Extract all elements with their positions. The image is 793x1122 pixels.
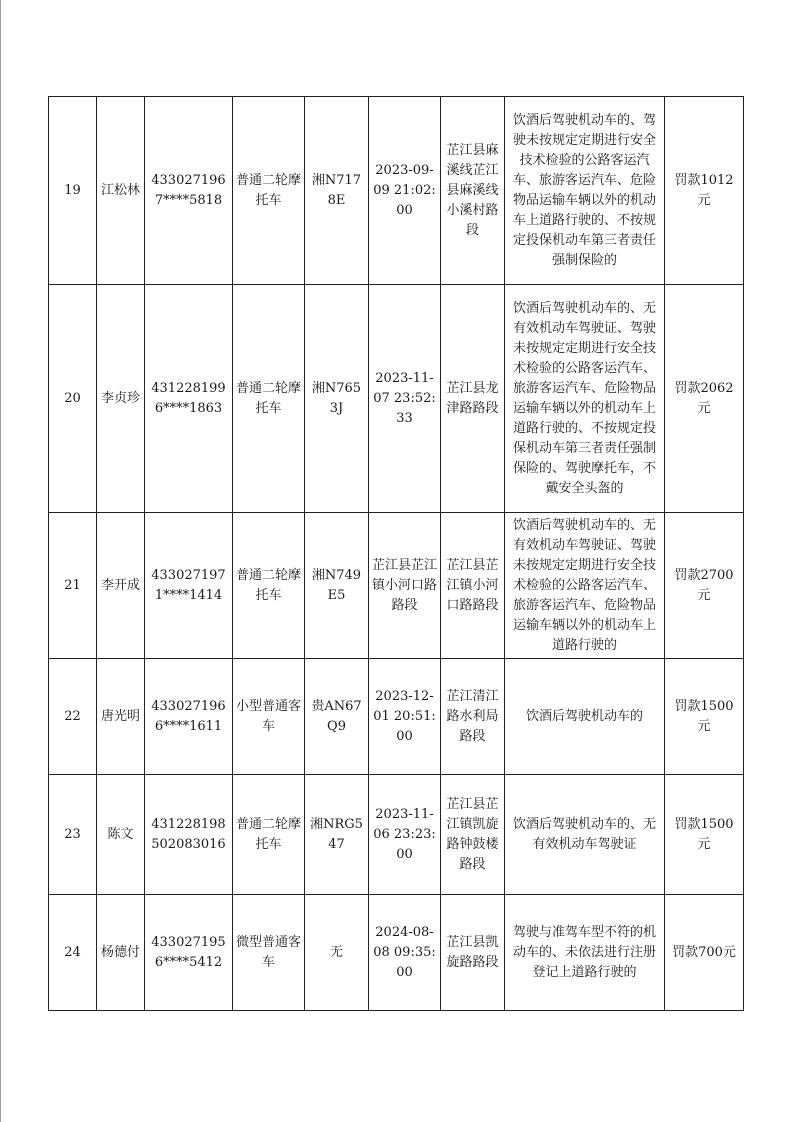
- cell-id-number: 4330271971****1414: [145, 513, 233, 659]
- cell-penalty: 罚款1500元: [665, 775, 744, 895]
- table-row: [49, 97, 744, 285]
- cell-vehicle-type: 普通二轮摩托车: [233, 97, 305, 285]
- table-row: [49, 775, 744, 895]
- cell-id-number: 4330271956****5412: [145, 895, 233, 1011]
- cell-id-number: 4330271967****5818: [145, 97, 233, 285]
- cell-no: 23: [49, 775, 97, 895]
- cell-time: 芷江县芷江镇小河口路路段: [369, 513, 441, 659]
- cell-plate: 贵AN67Q9: [305, 659, 369, 775]
- records-table: [48, 96, 744, 1011]
- cell-location: 芷江县芷江镇凯旋路钟鼓楼路段: [441, 775, 505, 895]
- table-row: [49, 659, 744, 775]
- cell-vehicle-type: 普通二轮摩托车: [233, 775, 305, 895]
- cell-time: 2024-08-08 09:35:00: [369, 895, 441, 1011]
- table-row: [49, 513, 744, 659]
- cell-vehicle-type: 小型普通客车: [233, 659, 305, 775]
- cell-offense: 饮酒后驾驶机动车的、无有效机动车驾驶证、驾驶未按规定定期进行安全技术检验的公路客运汽车、旅游客运汽车、危险物品运输车辆以外的机动车上道路行驶的、不按规定投保机动车第三者责任强制保险的、驾驶摩托车，不戴安全头盔的: [505, 285, 665, 513]
- table-row: [49, 285, 744, 513]
- cell-location: 芷江县芷江镇小河口路路段: [441, 513, 505, 659]
- cell-offense: 饮酒后驾驶机动车的、驾驶未按规定定期进行安全技术检验的公路客运汽车、旅游客运汽车、危险物品运输车辆以外的机动车上道路行驶的、不按规定投保机动车第三者责任强制保险的: [505, 97, 665, 285]
- table-row: [49, 895, 744, 1011]
- page-edge: [0, 0, 1, 1122]
- cell-penalty: 罚款2700元: [665, 513, 744, 659]
- cell-name: 杨德付: [97, 895, 145, 1011]
- cell-time: 2023-11-07 23:52:33: [369, 285, 441, 513]
- cell-no: 22: [49, 659, 97, 775]
- cell-id-number: 4330271966****1611: [145, 659, 233, 775]
- cell-vehicle-type: 普通二轮摩托车: [233, 285, 305, 513]
- cell-penalty: 罚款2062元: [665, 285, 744, 513]
- cell-offense: 饮酒后驾驶机动车的、无有效机动车驾驶证: [505, 775, 665, 895]
- cell-no: 24: [49, 895, 97, 1011]
- cell-penalty: 罚款1500元: [665, 659, 744, 775]
- cell-name: 唐光明: [97, 659, 145, 775]
- cell-plate: 无: [305, 895, 369, 1011]
- cell-offense: 饮酒后驾驶机动车的、无有效机动车驾驶证、驾驶未按规定定期进行安全技术检验的公路客运汽车、旅游客运汽车、危险物品运输车辆以外的机动车上道路行驶的: [505, 513, 665, 659]
- cell-id-number: 431228198502083016: [145, 775, 233, 895]
- cell-name: 陈文: [97, 775, 145, 895]
- cell-location: 芷江清江路水利局路段: [441, 659, 505, 775]
- cell-penalty: 罚款700元: [665, 895, 744, 1011]
- cell-name: 江松林: [97, 97, 145, 285]
- cell-no: 21: [49, 513, 97, 659]
- cell-plate: 湘N749E5: [305, 513, 369, 659]
- cell-name: 李开成: [97, 513, 145, 659]
- cell-time: 2023-09-09 21:02:00: [369, 97, 441, 285]
- cell-time: 2023-12-01 20:51:00: [369, 659, 441, 775]
- cell-plate: 湘NRG547: [305, 775, 369, 895]
- cell-time: 2023-11-06 23:23:00: [369, 775, 441, 895]
- cell-no: 19: [49, 97, 97, 285]
- cell-penalty: 罚款1012元: [665, 97, 744, 285]
- cell-name: 李贞珍: [97, 285, 145, 513]
- cell-plate: 湘N7178E: [305, 97, 369, 285]
- cell-offense: 饮酒后驾驶机动车的: [505, 659, 665, 775]
- cell-offense: 驾驶与准驾车型不符的机动车的、未依法进行注册登记上道路行驶的: [505, 895, 665, 1011]
- cell-location: 芷江县麻溪线芷江县麻溪线小溪村路段: [441, 97, 505, 285]
- cell-no: 20: [49, 285, 97, 513]
- cell-vehicle-type: 普通二轮摩托车: [233, 513, 305, 659]
- cell-id-number: 4312281996****1863: [145, 285, 233, 513]
- cell-location: 芷江县凯旋路路段: [441, 895, 505, 1011]
- cell-plate: 湘N7653J: [305, 285, 369, 513]
- cell-vehicle-type: 微型普通客车: [233, 895, 305, 1011]
- cell-location: 芷江县龙津路路段: [441, 285, 505, 513]
